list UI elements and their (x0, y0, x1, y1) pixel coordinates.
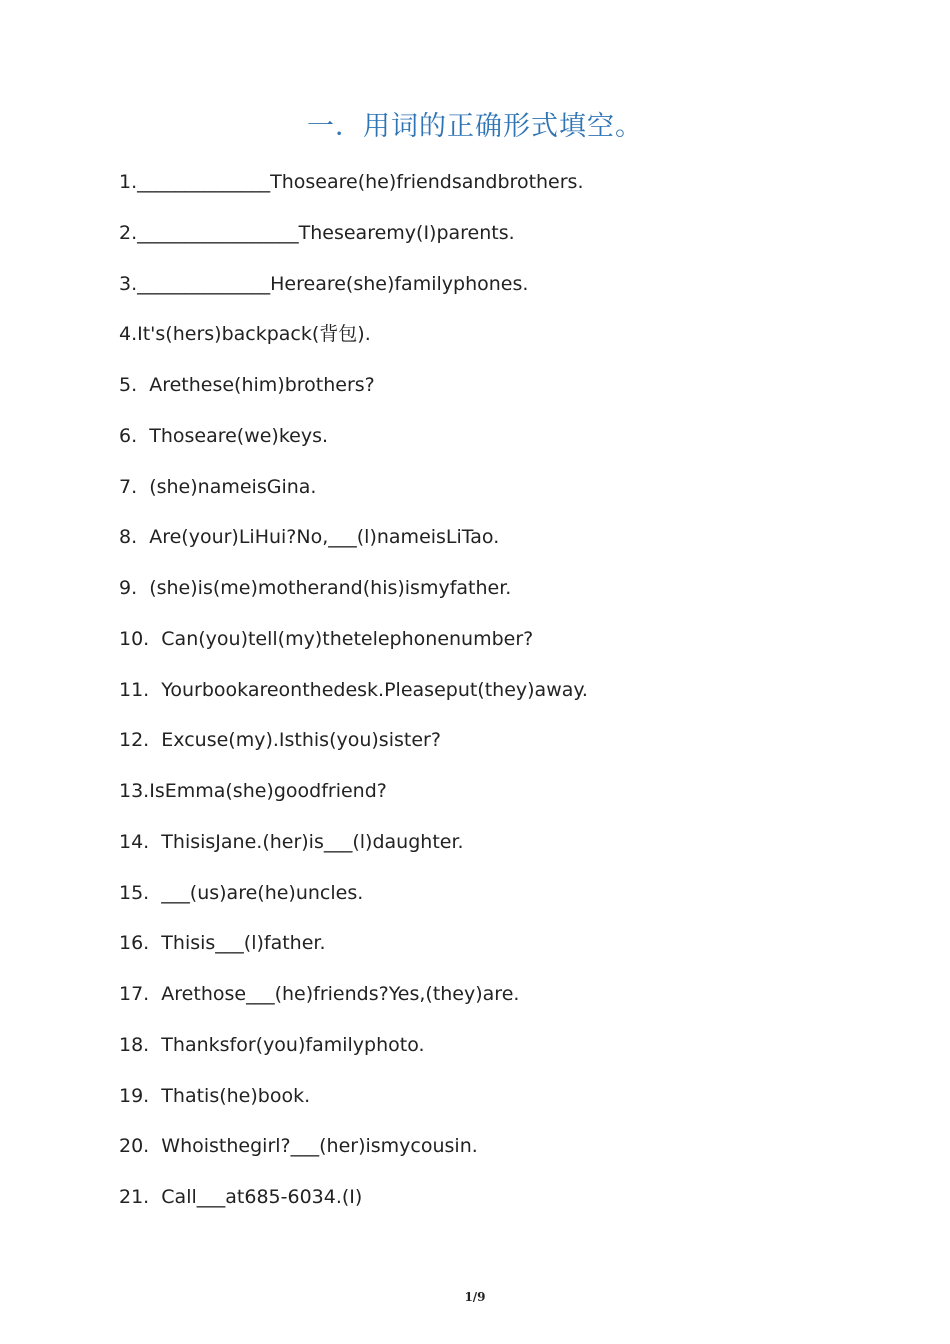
question-item: 17. Arethose___(he)friends?Yes,(they)are. (119, 983, 520, 1005)
question-item: 5. Arethese(him)brothers? (119, 374, 375, 396)
question-item: 19. Thatis(he)book. (119, 1084, 311, 1107)
question-item: 6. Thoseare(we)keys. (119, 424, 329, 447)
question-item: 8. Are(your)LiHui?No,___(l)nameisLiTao. (119, 526, 500, 549)
question-item: 11. Yourbookareonthedesk.Pleaseput(they)away. (119, 678, 588, 701)
question-item: 4.It's(hers)backpack(背包). (119, 323, 371, 346)
question-item: 16. Thisis___(l)father. (119, 932, 326, 955)
question-item: 20. Whoisthegirl?___(her)ismycousin. (119, 1135, 478, 1158)
question-item: 21. Call___at685-6034.(I) (119, 1186, 363, 1208)
question-list (119, 167, 879, 1233)
question-item: 14. ThisisJane.(her)is___(l)daughter. (119, 830, 464, 853)
question-item: 12. Excuse(my).Isthis(you)sister? (119, 729, 441, 752)
question-item: 3.______________Hereare(she)familyphones. (119, 272, 529, 295)
question-item: 18. Thanksfor(you)familyphoto. (119, 1033, 425, 1056)
page-title: 一．用词的正确形式填空。 (307, 111, 643, 142)
question-item: 15. ___(us)are(he)uncles. (119, 881, 364, 904)
question-item: 13.IsEmma(she)goodfriend? (119, 780, 387, 802)
question-item: 2._________________Thesearemy(I)parents. (119, 221, 515, 244)
question-item: 7. (she)nameisGina. (119, 475, 317, 498)
question-item: 9. (she)is(me)motherand(his)ismyfather. (119, 577, 512, 599)
question-item: 10. Can(you)tell(my)thetelephonenumber? (119, 627, 534, 650)
question-item: 1.______________Thoseare(he)friendsandbrothers. (119, 171, 584, 193)
page-number: 1/9 (464, 1290, 486, 1304)
